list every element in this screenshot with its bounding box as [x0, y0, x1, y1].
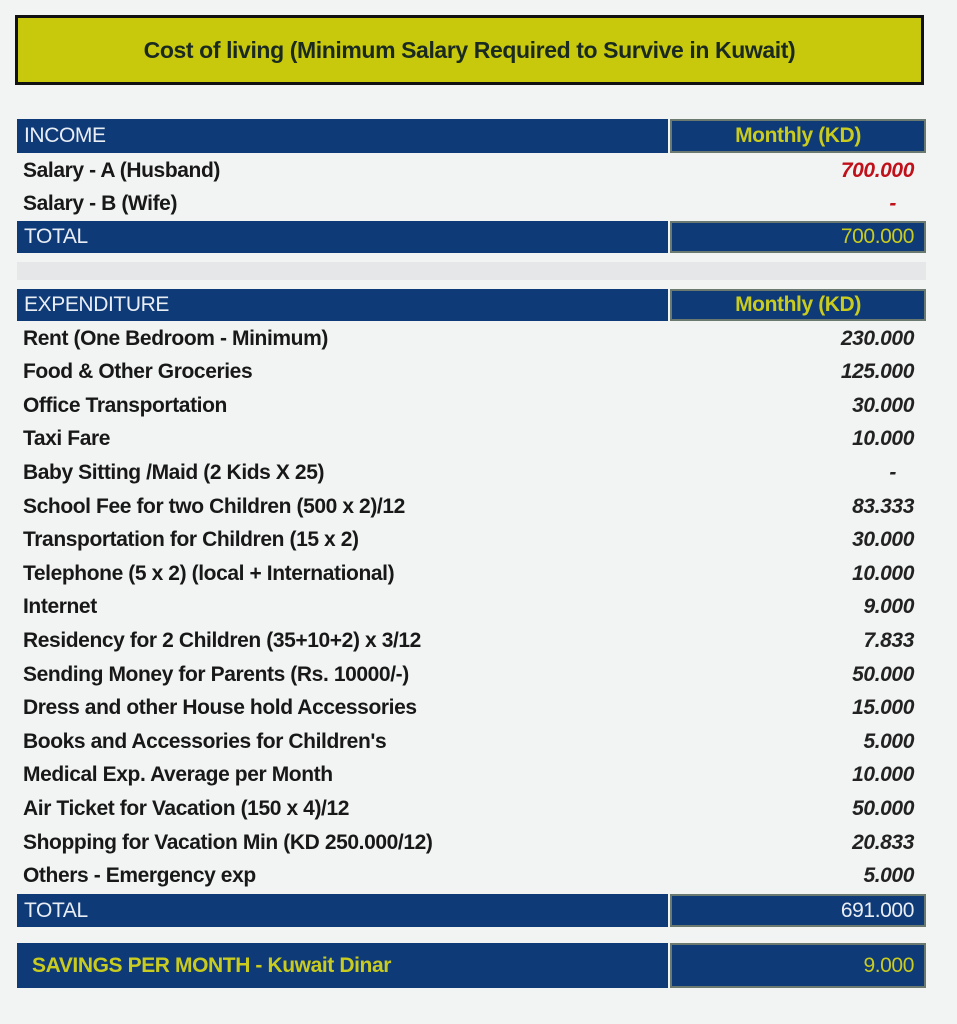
row-label: Telephone (5 x 2) (local + International): [23, 561, 395, 585]
row-label: Office Transportation: [23, 393, 227, 417]
row-value: 30.000: [852, 393, 914, 417]
row-value: -: [889, 460, 896, 484]
expenditure-row: [17, 356, 926, 389]
row-value: 125.000: [840, 360, 914, 384]
income-total-label: TOTAL: [17, 221, 668, 253]
row-label: Residency for 2 Children (35+10+2) x 3/12: [23, 628, 421, 652]
row-value: 5.000: [863, 864, 914, 888]
row-value: 700.000: [840, 158, 914, 182]
row-label: Taxi Fare: [23, 427, 111, 451]
row-value: 83.333: [852, 494, 914, 518]
row-value: 20.833: [852, 830, 914, 854]
row-label: Sending Money for Parents (Rs. 10000/-): [23, 662, 409, 686]
row-label: Internet: [23, 595, 97, 619]
expenditure-total-label: TOTAL: [17, 894, 668, 927]
row-value: 10.000: [852, 763, 914, 787]
row-label: Rent (One Bedroom - Minimum): [23, 326, 328, 350]
income-header: INCOME: [17, 119, 668, 153]
row-label: Dress and other House hold Accessories: [23, 696, 417, 720]
income-total-value: 700.000: [670, 221, 926, 253]
row-label: Air Ticket for Vacation (150 x 4)/12: [23, 796, 350, 820]
row-value: 50.000: [852, 662, 914, 686]
income-row: [17, 154, 926, 187]
expenditure-header: EXPENDITURE: [17, 289, 668, 321]
page-title: Cost of living (Minimum Salary Required to Survive in Kuwait): [15, 15, 924, 85]
row-label: School Fee for two Children (500 x 2)/12: [23, 494, 405, 518]
row-value: 5.000: [863, 729, 914, 753]
expenditure-row: [17, 658, 926, 691]
row-label: Salary - A (Husband): [23, 158, 220, 182]
expenditure-column-header: Monthly (KD): [670, 289, 926, 321]
row-label: Baby Sitting /Maid (2 Kids X 25): [23, 460, 325, 484]
row-value: 230.000: [840, 326, 914, 350]
row-value: 9.000: [863, 595, 914, 619]
row-value: 7.833: [863, 628, 914, 652]
row-value: 15.000: [852, 696, 914, 720]
income-column-header: Monthly (KD): [670, 119, 926, 153]
expenditure-row: [17, 826, 926, 859]
expenditure-row: [17, 490, 926, 523]
expenditure-row: [17, 725, 926, 758]
row-value: 10.000: [852, 427, 914, 451]
row-value: -: [889, 191, 896, 215]
expenditure-row: [17, 860, 926, 893]
row-value: 30.000: [852, 528, 914, 552]
income-row: [17, 187, 926, 220]
row-label: Food & Other Groceries: [23, 360, 253, 384]
savings-label: SAVINGS PER MONTH - Kuwait Dinar: [17, 943, 668, 988]
expenditure-row: [17, 557, 926, 590]
expenditure-row: [17, 624, 926, 657]
expenditure-row: [17, 759, 926, 792]
row-label: Shopping for Vacation Min (KD 250.000/12): [23, 830, 433, 854]
expenditure-total-value: 691.000: [670, 894, 926, 927]
row-label: Others - Emergency exp: [23, 864, 256, 888]
row-label: Books and Accessories for Children's: [23, 729, 387, 753]
row-value: 50.000: [852, 796, 914, 820]
expenditure-row: [17, 423, 926, 456]
row-label: Salary - B (Wife): [23, 191, 178, 215]
row-label: Transportation for Children (15 x 2): [23, 528, 359, 552]
expenditure-row: [17, 692, 926, 725]
expenditure-row: [17, 456, 926, 489]
expenditure-row: [17, 792, 926, 825]
expenditure-row: [17, 591, 926, 624]
expenditure-row: [17, 389, 926, 422]
row-label: Medical Exp. Average per Month: [23, 763, 333, 787]
expenditure-row: [17, 524, 926, 557]
savings-value: 9.000: [670, 943, 926, 988]
divider: [17, 262, 926, 280]
row-value: 10.000: [852, 561, 914, 585]
expenditure-row: [17, 322, 926, 355]
